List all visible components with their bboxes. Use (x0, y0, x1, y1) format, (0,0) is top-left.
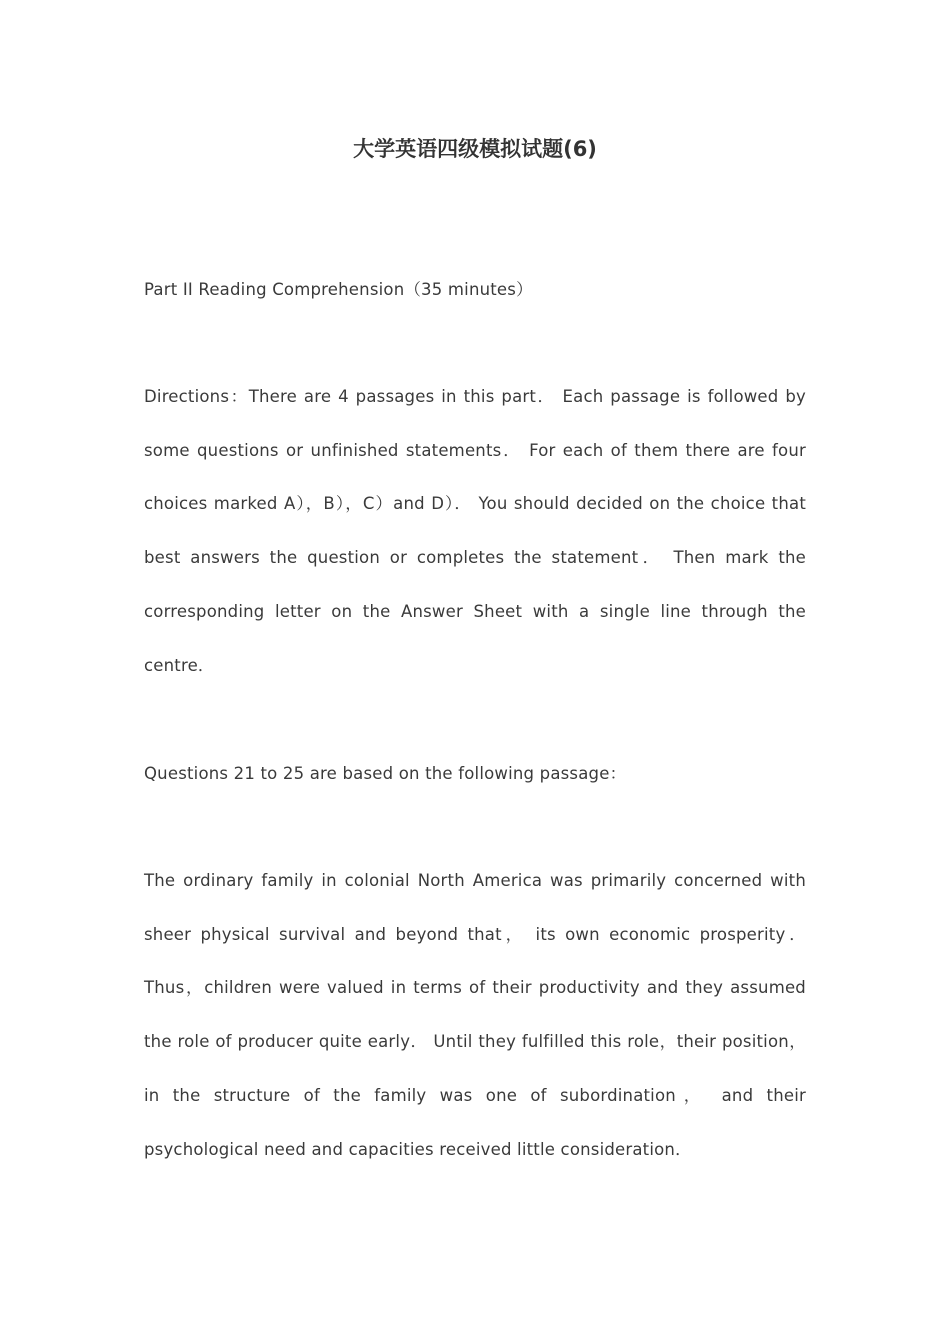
part-heading: Part II Reading Comprehension（35 minutes） (144, 280, 533, 299)
questions-heading: Questions 21 to 25 are based on the following passage： (144, 764, 627, 783)
directions-paragraph: Directions：There are 4 passages in this part． Each passage is followed by some questions or unfinished statements． For each of them there are four choices marked A），B），C）and D）． You should decided on the choice that best answers the question or completes the statement． Then mark the corresponding letter on the Answer Sheet with a single line through the centre． (144, 387, 806, 675)
document-title: 大学英语四级模拟试题(6) (353, 137, 597, 161)
passage-paragraph: The ordinary family in colonial North America was primarily concerned with sheer physical survival and beyond that， its own economic prosperity． Thus，children were valued in terms of their productivity and they assumed the role of producer quite early． Until they fulfilled this role，their position，in the structure of the family was one of subordination， and their psychological need and capacities received little consideration． (144, 871, 806, 1159)
